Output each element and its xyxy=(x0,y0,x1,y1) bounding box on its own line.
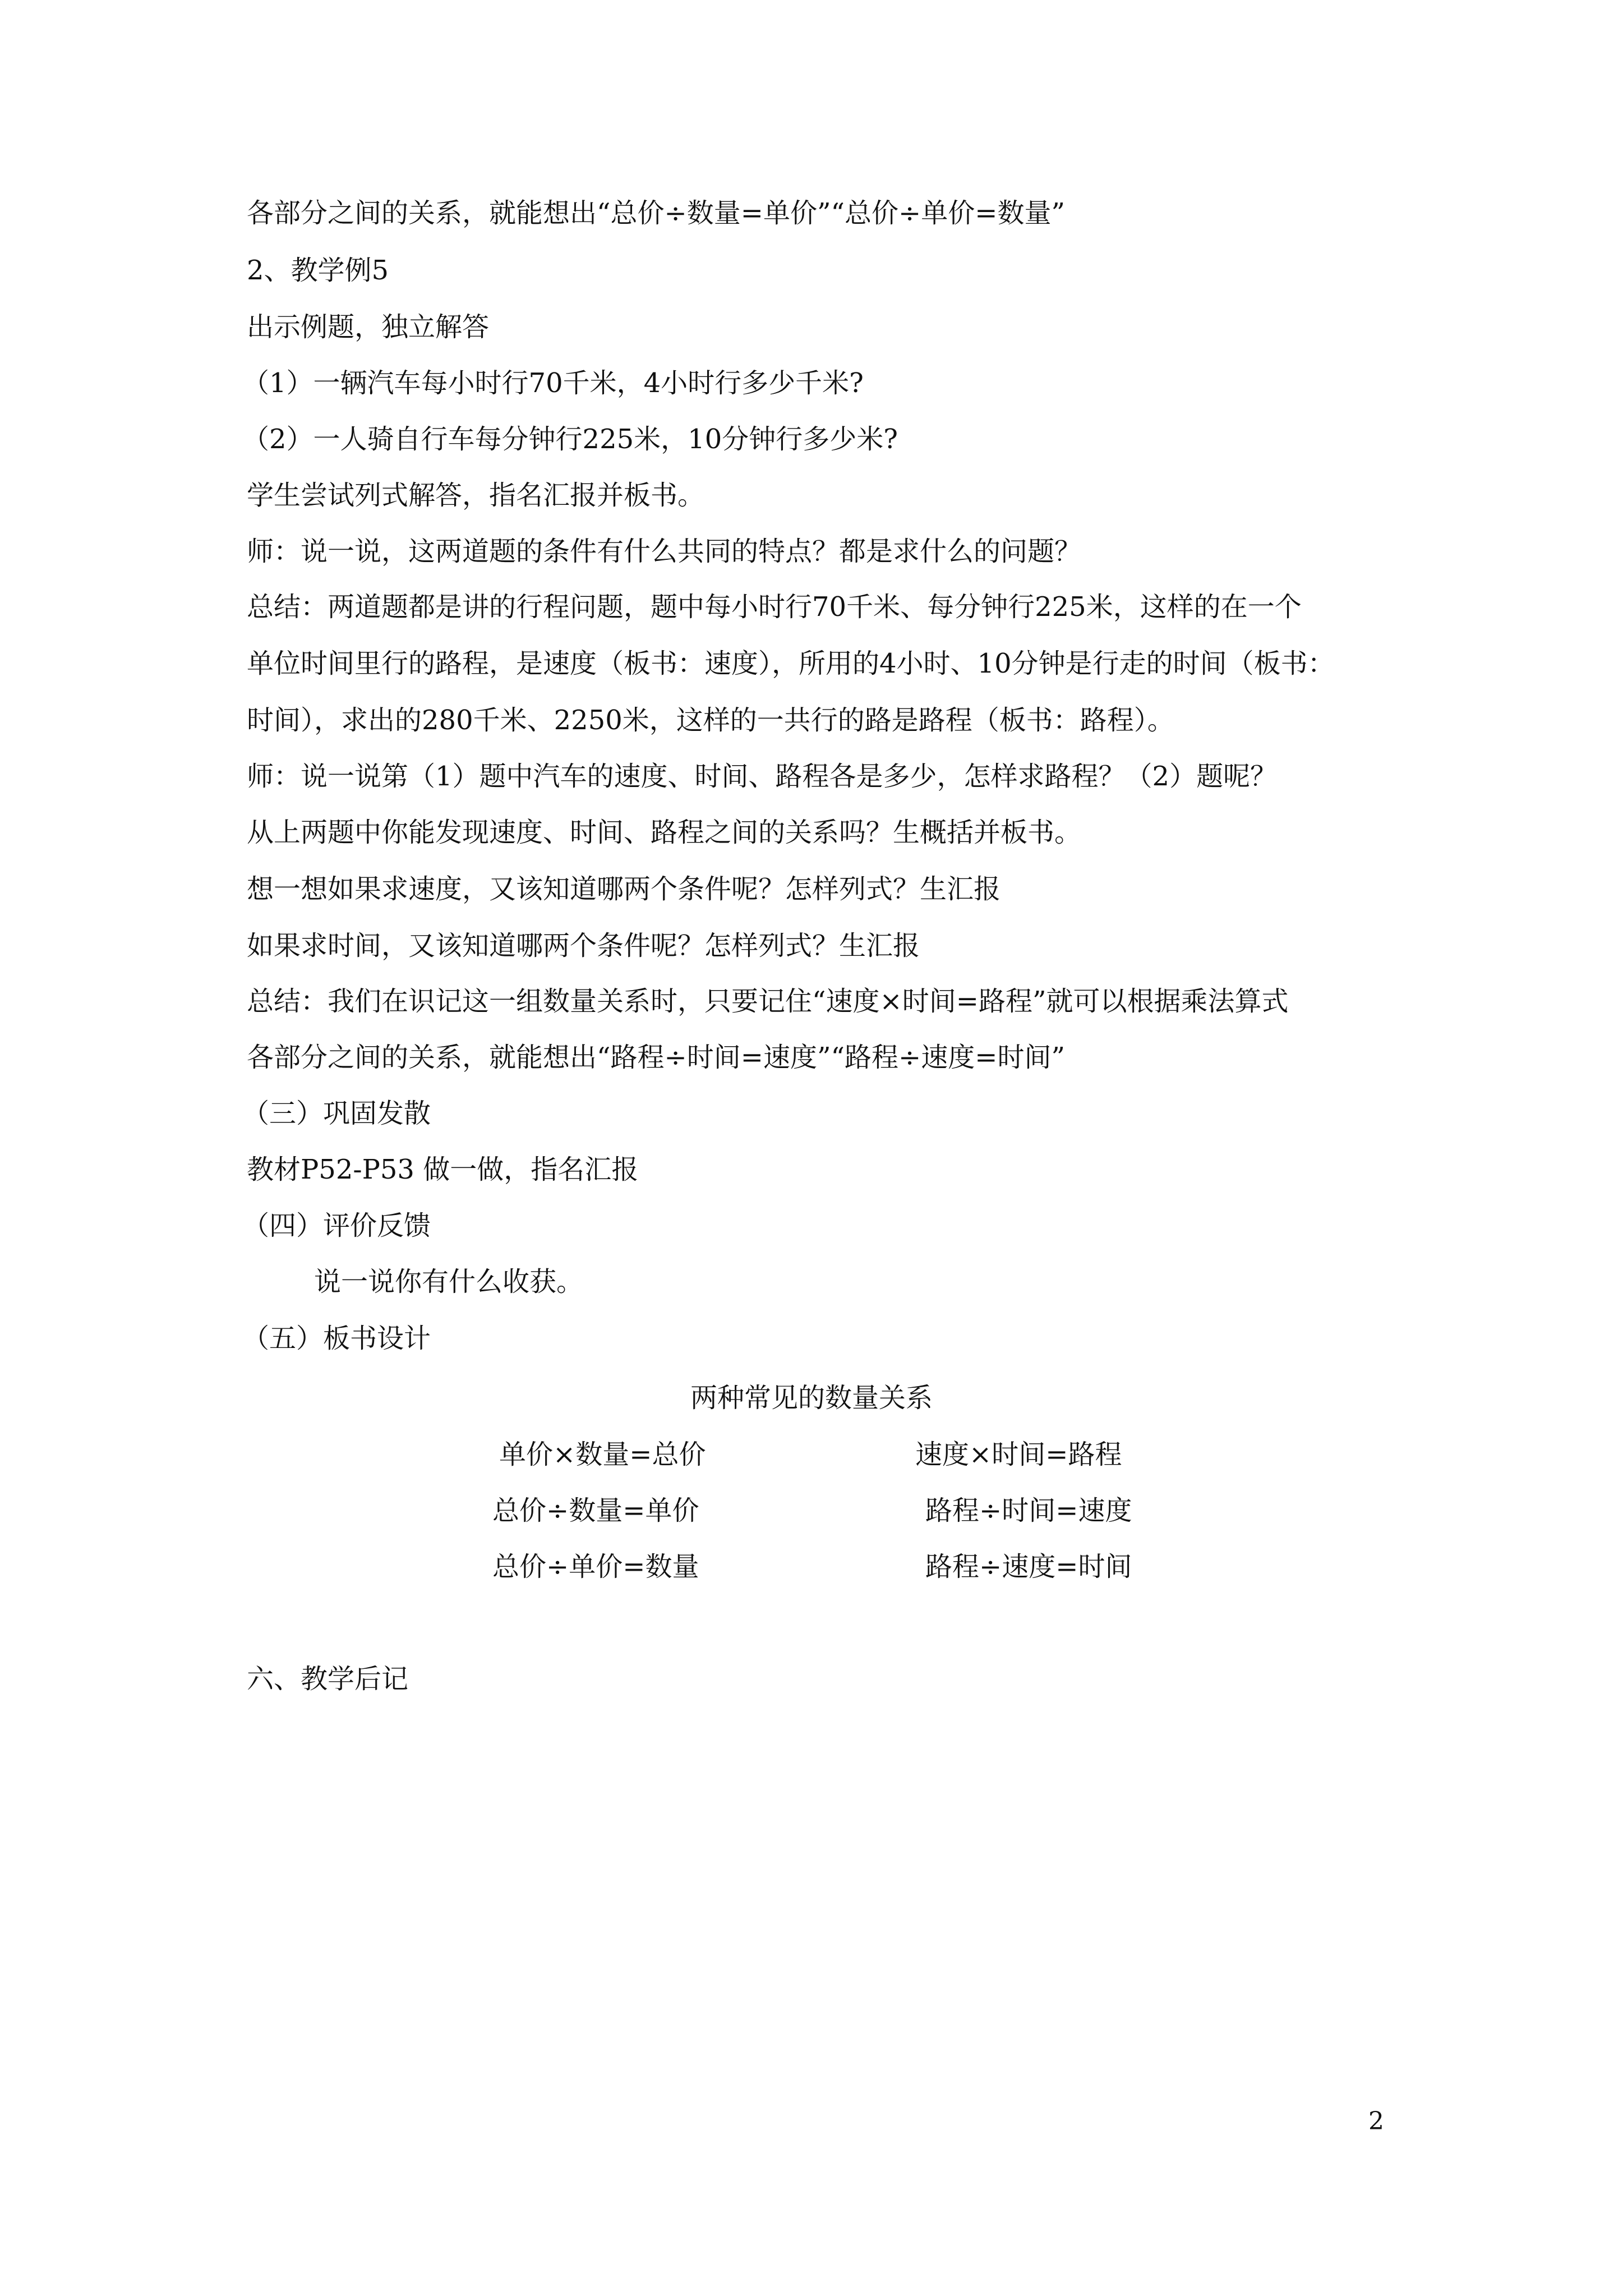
text-line: 说一说你有什么收获。 xyxy=(314,1266,584,1297)
text-line: 如果求时间，又该知道哪两个条件呢？怎样列式？生汇报 xyxy=(247,930,920,961)
board-formula-right: 速度×时间=路程 xyxy=(915,1439,1122,1470)
text-line: 从上两题中你能发现速度、时间、路程之间的关系吗？生概括并板书。 xyxy=(247,817,1082,848)
text-line: 师：说一说，这两道题的条件有什么共同的特点？都是求什么的问题？ xyxy=(247,536,1082,567)
text-line: 师：说一说第（1）题中汽车的速度、时间、路程各是多少，怎样求路程？（2）题呢？ xyxy=(247,761,1278,792)
section-heading: 2、教学例5 xyxy=(247,255,389,286)
text-line: 总结：我们在识记这一组数量关系时，只要记住“速度×时间=路程”就可以根据乘法算式 xyxy=(247,986,1289,1017)
question-line: （1）一辆汽车每小时行70千米，4小时行多少千米? xyxy=(242,367,864,399)
section-heading: 六、教学后记 xyxy=(247,1663,409,1695)
text-line: 学生尝试列式解答，指名汇报并板书。 xyxy=(247,480,705,511)
page-number: 2 xyxy=(1368,2107,1384,2136)
question-line: （2）一人骑自行车每分钟行225米，10分钟行多少米? xyxy=(242,424,898,455)
text-line: 出示例题，独立解答 xyxy=(247,311,490,343)
section-heading: （五）板书设计 xyxy=(242,1323,431,1354)
text-line: 时间），求出的280千米、2250米，这样的一共行的路是路程（板书：路程）。 xyxy=(247,705,1174,736)
board-formula-left: 总价÷数量=单价 xyxy=(492,1495,699,1526)
text-line: 各部分之间的关系，就能想出“总价÷数量=单价”“总价÷单价=数量” xyxy=(247,197,1066,229)
board-title: 两种常见的数量关系 xyxy=(690,1382,933,1414)
text-line: 教材P52-P53 做一做，指名汇报 xyxy=(247,1154,639,1185)
text-line: 想一想如果求速度，又该知道哪两个条件呢？怎样列式？生汇报 xyxy=(247,873,1001,905)
board-formula-left: 单价×数量=总价 xyxy=(499,1439,706,1470)
text-line: 各部分之间的关系，就能想出“路程÷时间=速度”“路程÷速度=时间” xyxy=(247,1042,1066,1073)
board-formula-right: 路程÷速度=时间 xyxy=(925,1551,1132,1582)
section-heading: （四）评价反馈 xyxy=(242,1210,431,1241)
board-formula-left: 总价÷单价=数量 xyxy=(492,1551,699,1582)
text-line: 总结：两道题都是讲的行程问题，题中每小时行70千米、每分钟行225米，这样的在一个 xyxy=(247,591,1302,623)
board-formula-right: 路程÷时间=速度 xyxy=(925,1495,1132,1526)
section-heading: （三）巩固发散 xyxy=(242,1098,431,1129)
text-line: 单位时间里行的路程，是速度（板书：速度），所用的4小时、10分钟是行走的时间（板书： xyxy=(247,648,1335,679)
